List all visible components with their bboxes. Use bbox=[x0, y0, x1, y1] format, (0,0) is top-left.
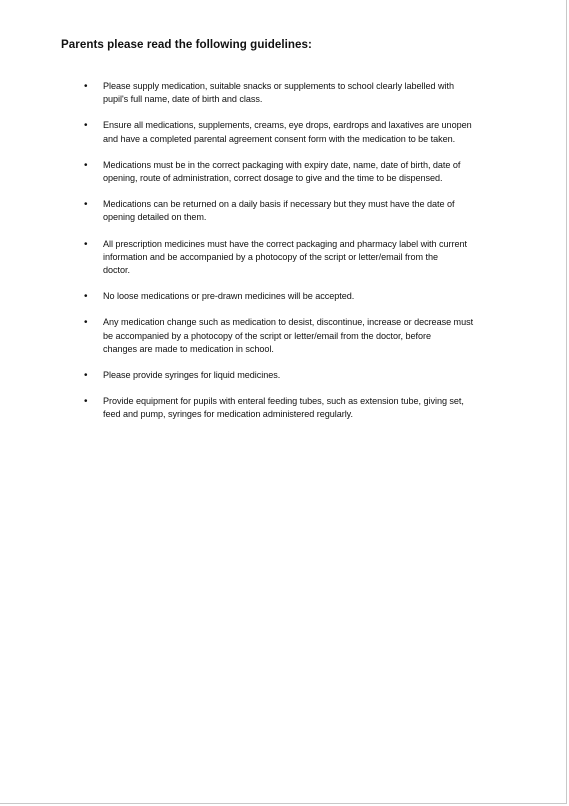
bullet-icon: • bbox=[84, 120, 88, 132]
guideline-text-line: feed and pump, syringes for medication administered regularly. bbox=[103, 409, 353, 420]
guideline-item bbox=[86, 119, 501, 145]
guideline-item bbox=[86, 80, 501, 106]
guideline-item bbox=[86, 369, 501, 382]
guideline-text-line: opening detailed on them. bbox=[103, 212, 207, 223]
guidelines-heading: Parents please read the following guidelines: bbox=[61, 38, 312, 51]
guideline-item bbox=[86, 395, 501, 421]
guideline-text-line: opening, route of administration, correct dosage to give and the time to be dispensed. bbox=[103, 173, 443, 184]
guideline-text-line: be accompanied by a photocopy of the script or letter/email from the doctor, before bbox=[103, 330, 431, 341]
guideline-text-line: All prescription medicines must have the correct packaging and pharmacy label with current bbox=[103, 238, 467, 249]
guideline-item bbox=[86, 198, 501, 224]
bullet-icon: • bbox=[84, 291, 88, 303]
guideline-text-line: Medications can be returned on a daily basis if necessary but they must have the date of bbox=[103, 199, 455, 210]
bullet-icon: • bbox=[84, 396, 88, 408]
guideline-item bbox=[86, 316, 501, 356]
guideline-text-line: Any medication change such as medication to desist, discontinue, increase or decrease must bbox=[103, 317, 474, 328]
guideline-text-line: No loose medications or pre-drawn medicines will be accepted. bbox=[103, 291, 355, 302]
bullet-icon: • bbox=[84, 81, 88, 92]
guideline-text-line: pupil's full name, date of birth and class. bbox=[103, 94, 263, 105]
guideline-text-line: and have a completed parental agreement consent form with the medication to be taken. bbox=[103, 133, 456, 144]
bullet-icon: • bbox=[84, 317, 88, 329]
guidelines-list bbox=[86, 80, 501, 435]
bullet-icon: • bbox=[84, 159, 88, 171]
guideline-text-line: Ensure all medications, supplements, creams, eye drops, eardrops and laxatives are unopen bbox=[103, 120, 472, 131]
guideline-text-line: Medications must be in the correct packaging with expiry date, name, date of birth, date of bbox=[103, 159, 461, 170]
guideline-item bbox=[86, 290, 501, 303]
guideline-text-line: Provide equipment for pupils with enteral feeding tubes, such as extension tube, giving set, bbox=[103, 396, 464, 407]
guideline-text-line: changes are made to medication in school. bbox=[103, 343, 274, 354]
bullet-icon: • bbox=[84, 199, 88, 211]
guideline-text-line: information and be accompanied by a photocopy of the script or letter/email from the bbox=[103, 251, 438, 262]
guideline-item bbox=[86, 238, 501, 278]
bullet-icon: • bbox=[84, 370, 88, 382]
guideline-text-line: Please supply medication, suitable snacks or supplements to school clearly labelled with bbox=[103, 81, 454, 91]
guideline-item bbox=[86, 159, 501, 185]
guideline-text-line: doctor. bbox=[103, 265, 130, 276]
guideline-text-line: Please provide syringes for liquid medicines. bbox=[103, 370, 281, 381]
bullet-icon: • bbox=[84, 238, 88, 250]
